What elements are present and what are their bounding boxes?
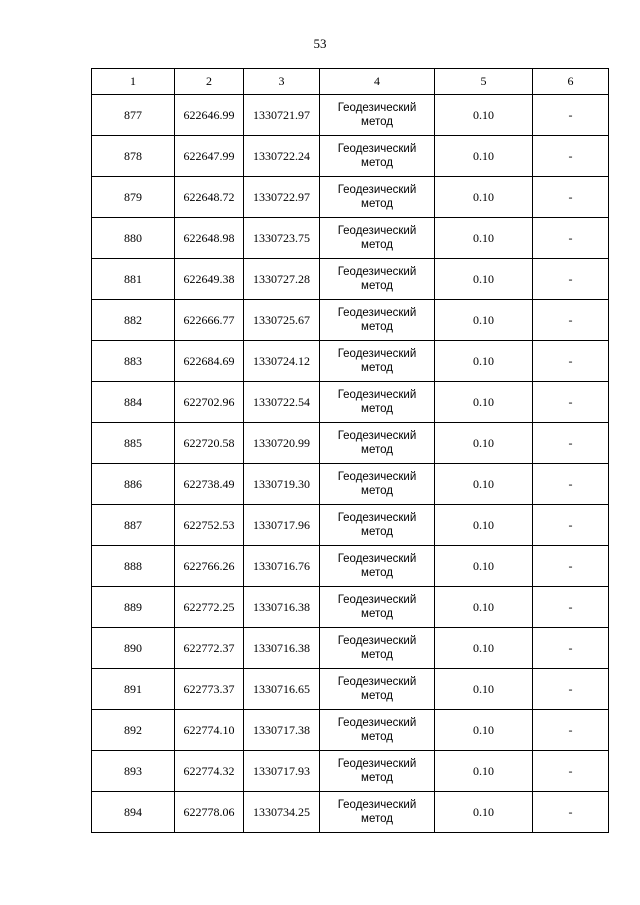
method-cell bbox=[320, 95, 435, 136]
y-coordinate-cell: 1330716.76 bbox=[244, 546, 320, 587]
method-cell bbox=[320, 505, 435, 546]
method-line-1: Геодезический bbox=[337, 184, 417, 196]
method-line-1: Геодезический bbox=[337, 389, 417, 401]
method-cell bbox=[320, 218, 435, 259]
x-coordinate-cell: 622646.99 bbox=[175, 95, 244, 136]
y-coordinate-cell: 1330716.38 bbox=[244, 628, 320, 669]
description-cell: - bbox=[533, 669, 609, 710]
table-row bbox=[92, 546, 609, 587]
method-line-1: Геодезический bbox=[337, 594, 417, 606]
table-row bbox=[92, 218, 609, 259]
method-line-1: Геодезический bbox=[337, 102, 417, 114]
description-cell: - bbox=[533, 628, 609, 669]
y-coordinate-cell: 1330724.12 bbox=[244, 341, 320, 382]
accuracy-cell: 0.10 bbox=[435, 792, 533, 833]
x-coordinate-cell: 622774.10 bbox=[175, 710, 244, 751]
y-coordinate-cell: 1330720.99 bbox=[244, 423, 320, 464]
accuracy-cell: 0.10 bbox=[435, 136, 533, 177]
method-line-2: метод bbox=[361, 813, 393, 825]
point-number-cell: 888 bbox=[92, 546, 175, 587]
accuracy-cell: 0.10 bbox=[435, 341, 533, 382]
method-cell bbox=[320, 382, 435, 423]
table-row bbox=[92, 464, 609, 505]
method-line-2: метод bbox=[361, 280, 393, 292]
x-coordinate-cell: 622648.98 bbox=[175, 218, 244, 259]
point-number-cell: 879 bbox=[92, 177, 175, 218]
method-line-1: Геодезический bbox=[337, 635, 417, 647]
y-coordinate-cell: 1330734.25 bbox=[244, 792, 320, 833]
table-row bbox=[92, 792, 609, 833]
header-col-5: 5 bbox=[435, 69, 533, 95]
method-line-1: Геодезический bbox=[337, 225, 417, 237]
table-row bbox=[92, 628, 609, 669]
point-number-cell: 890 bbox=[92, 628, 175, 669]
method-cell bbox=[320, 546, 435, 587]
table-row bbox=[92, 505, 609, 546]
table-row bbox=[92, 177, 609, 218]
description-cell: - bbox=[533, 218, 609, 259]
method-line-2: метод bbox=[361, 157, 393, 169]
accuracy-cell: 0.10 bbox=[435, 587, 533, 628]
description-cell: - bbox=[533, 382, 609, 423]
method-line-2: метод bbox=[361, 485, 393, 497]
x-coordinate-cell: 622772.25 bbox=[175, 587, 244, 628]
coordinates-table bbox=[91, 68, 609, 833]
method-line-2: метод bbox=[361, 772, 393, 784]
accuracy-cell: 0.10 bbox=[435, 95, 533, 136]
accuracy-cell: 0.10 bbox=[435, 628, 533, 669]
x-coordinate-cell: 622720.58 bbox=[175, 423, 244, 464]
point-number-cell: 877 bbox=[92, 95, 175, 136]
description-cell: - bbox=[533, 710, 609, 751]
method-cell bbox=[320, 587, 435, 628]
description-cell: - bbox=[533, 423, 609, 464]
description-cell: - bbox=[533, 177, 609, 218]
point-number-cell: 883 bbox=[92, 341, 175, 382]
method-line-2: метод bbox=[361, 526, 393, 538]
y-coordinate-cell: 1330722.24 bbox=[244, 136, 320, 177]
method-cell bbox=[320, 669, 435, 710]
x-coordinate-cell: 622666.77 bbox=[175, 300, 244, 341]
method-line-1: Геодезический bbox=[337, 717, 417, 729]
method-cell bbox=[320, 300, 435, 341]
method-line-1: Геодезический bbox=[337, 512, 417, 524]
method-line-1: Геодезический bbox=[337, 758, 417, 770]
point-number-cell: 889 bbox=[92, 587, 175, 628]
x-coordinate-cell: 622684.69 bbox=[175, 341, 244, 382]
table-row bbox=[92, 751, 609, 792]
method-cell bbox=[320, 464, 435, 505]
point-number-cell: 884 bbox=[92, 382, 175, 423]
y-coordinate-cell: 1330716.38 bbox=[244, 587, 320, 628]
accuracy-cell: 0.10 bbox=[435, 218, 533, 259]
table-header-row bbox=[92, 69, 609, 95]
accuracy-cell: 0.10 bbox=[435, 669, 533, 710]
table-row bbox=[92, 587, 609, 628]
y-coordinate-cell: 1330722.54 bbox=[244, 382, 320, 423]
point-number-cell: 894 bbox=[92, 792, 175, 833]
table-row bbox=[92, 136, 609, 177]
method-line-1: Геодезический bbox=[337, 430, 417, 442]
table-row bbox=[92, 669, 609, 710]
accuracy-cell: 0.10 bbox=[435, 177, 533, 218]
y-coordinate-cell: 1330721.97 bbox=[244, 95, 320, 136]
accuracy-cell: 0.10 bbox=[435, 423, 533, 464]
accuracy-cell: 0.10 bbox=[435, 300, 533, 341]
x-coordinate-cell: 622648.72 bbox=[175, 177, 244, 218]
x-coordinate-cell: 622702.96 bbox=[175, 382, 244, 423]
accuracy-cell: 0.10 bbox=[435, 505, 533, 546]
description-cell: - bbox=[533, 464, 609, 505]
description-cell: - bbox=[533, 300, 609, 341]
method-line-2: метод bbox=[361, 649, 393, 661]
description-cell: - bbox=[533, 259, 609, 300]
point-number-cell: 893 bbox=[92, 751, 175, 792]
x-coordinate-cell: 622773.37 bbox=[175, 669, 244, 710]
x-coordinate-cell: 622738.49 bbox=[175, 464, 244, 505]
page-number: 53 bbox=[313, 36, 327, 51]
accuracy-cell: 0.10 bbox=[435, 259, 533, 300]
description-cell: - bbox=[533, 505, 609, 546]
method-line-2: метод bbox=[361, 444, 393, 456]
y-coordinate-cell: 1330725.67 bbox=[244, 300, 320, 341]
method-cell bbox=[320, 751, 435, 792]
method-cell bbox=[320, 136, 435, 177]
method-cell bbox=[320, 628, 435, 669]
table-body bbox=[92, 95, 609, 833]
method-line-2: метод bbox=[361, 198, 393, 210]
x-coordinate-cell: 622752.53 bbox=[175, 505, 244, 546]
accuracy-cell: 0.10 bbox=[435, 464, 533, 505]
point-number-cell: 885 bbox=[92, 423, 175, 464]
table-row bbox=[92, 259, 609, 300]
point-number-cell: 891 bbox=[92, 669, 175, 710]
method-line-2: метод bbox=[361, 608, 393, 620]
method-line-1: Геодезический bbox=[337, 799, 417, 811]
method-line-1: Геодезический bbox=[337, 553, 417, 565]
header-col-3: 3 bbox=[244, 69, 320, 95]
description-cell: - bbox=[533, 587, 609, 628]
point-number-cell: 887 bbox=[92, 505, 175, 546]
x-coordinate-cell: 622774.32 bbox=[175, 751, 244, 792]
description-cell: - bbox=[533, 341, 609, 382]
x-coordinate-cell: 622766.26 bbox=[175, 546, 244, 587]
point-number-cell: 892 bbox=[92, 710, 175, 751]
x-coordinate-cell: 622649.38 bbox=[175, 259, 244, 300]
method-line-2: метод bbox=[361, 362, 393, 374]
table-row bbox=[92, 423, 609, 464]
method-line-1: Геодезический bbox=[337, 143, 417, 155]
table-row bbox=[92, 95, 609, 136]
header-col-4: 4 bbox=[320, 69, 435, 95]
method-line-1: Геодезический bbox=[337, 471, 417, 483]
method-line-2: метод bbox=[361, 731, 393, 743]
method-line-1: Геодезический bbox=[337, 676, 417, 688]
method-line-2: метод bbox=[361, 116, 393, 128]
y-coordinate-cell: 1330717.38 bbox=[244, 710, 320, 751]
description-cell: - bbox=[533, 792, 609, 833]
description-cell: - bbox=[533, 546, 609, 587]
accuracy-cell: 0.10 bbox=[435, 546, 533, 587]
header-col-2: 2 bbox=[175, 69, 244, 95]
point-number-cell: 886 bbox=[92, 464, 175, 505]
x-coordinate-cell: 622772.37 bbox=[175, 628, 244, 669]
y-coordinate-cell: 1330717.93 bbox=[244, 751, 320, 792]
point-number-cell: 878 bbox=[92, 136, 175, 177]
method-cell bbox=[320, 177, 435, 218]
point-number-cell: 881 bbox=[92, 259, 175, 300]
y-coordinate-cell: 1330717.96 bbox=[244, 505, 320, 546]
method-cell bbox=[320, 792, 435, 833]
method-cell bbox=[320, 710, 435, 751]
accuracy-cell: 0.10 bbox=[435, 751, 533, 792]
method-cell bbox=[320, 423, 435, 464]
y-coordinate-cell: 1330719.30 bbox=[244, 464, 320, 505]
header-col-6: 6 bbox=[533, 69, 609, 95]
point-number-cell: 882 bbox=[92, 300, 175, 341]
table-row bbox=[92, 710, 609, 751]
method-line-1: Геодезический bbox=[337, 348, 417, 360]
accuracy-cell: 0.10 bbox=[435, 710, 533, 751]
y-coordinate-cell: 1330727.28 bbox=[244, 259, 320, 300]
method-line-2: метод bbox=[361, 321, 393, 333]
point-number-cell: 880 bbox=[92, 218, 175, 259]
method-line-2: метод bbox=[361, 567, 393, 579]
table-row bbox=[92, 300, 609, 341]
method-cell bbox=[320, 341, 435, 382]
x-coordinate-cell: 622647.99 bbox=[175, 136, 244, 177]
y-coordinate-cell: 1330716.65 bbox=[244, 669, 320, 710]
y-coordinate-cell: 1330722.97 bbox=[244, 177, 320, 218]
method-line-2: метод bbox=[361, 403, 393, 415]
description-cell: - bbox=[533, 751, 609, 792]
method-line-1: Геодезический bbox=[337, 266, 417, 278]
method-line-2: метод bbox=[361, 239, 393, 251]
table-row bbox=[92, 382, 609, 423]
method-line-1: Геодезический bbox=[337, 307, 417, 319]
description-cell: - bbox=[533, 95, 609, 136]
y-coordinate-cell: 1330723.75 bbox=[244, 218, 320, 259]
accuracy-cell: 0.10 bbox=[435, 382, 533, 423]
method-cell bbox=[320, 259, 435, 300]
method-line-2: метод bbox=[361, 690, 393, 702]
description-cell: - bbox=[533, 136, 609, 177]
table-row bbox=[92, 341, 609, 382]
x-coordinate-cell: 622778.06 bbox=[175, 792, 244, 833]
header-col-1: 1 bbox=[92, 69, 175, 95]
